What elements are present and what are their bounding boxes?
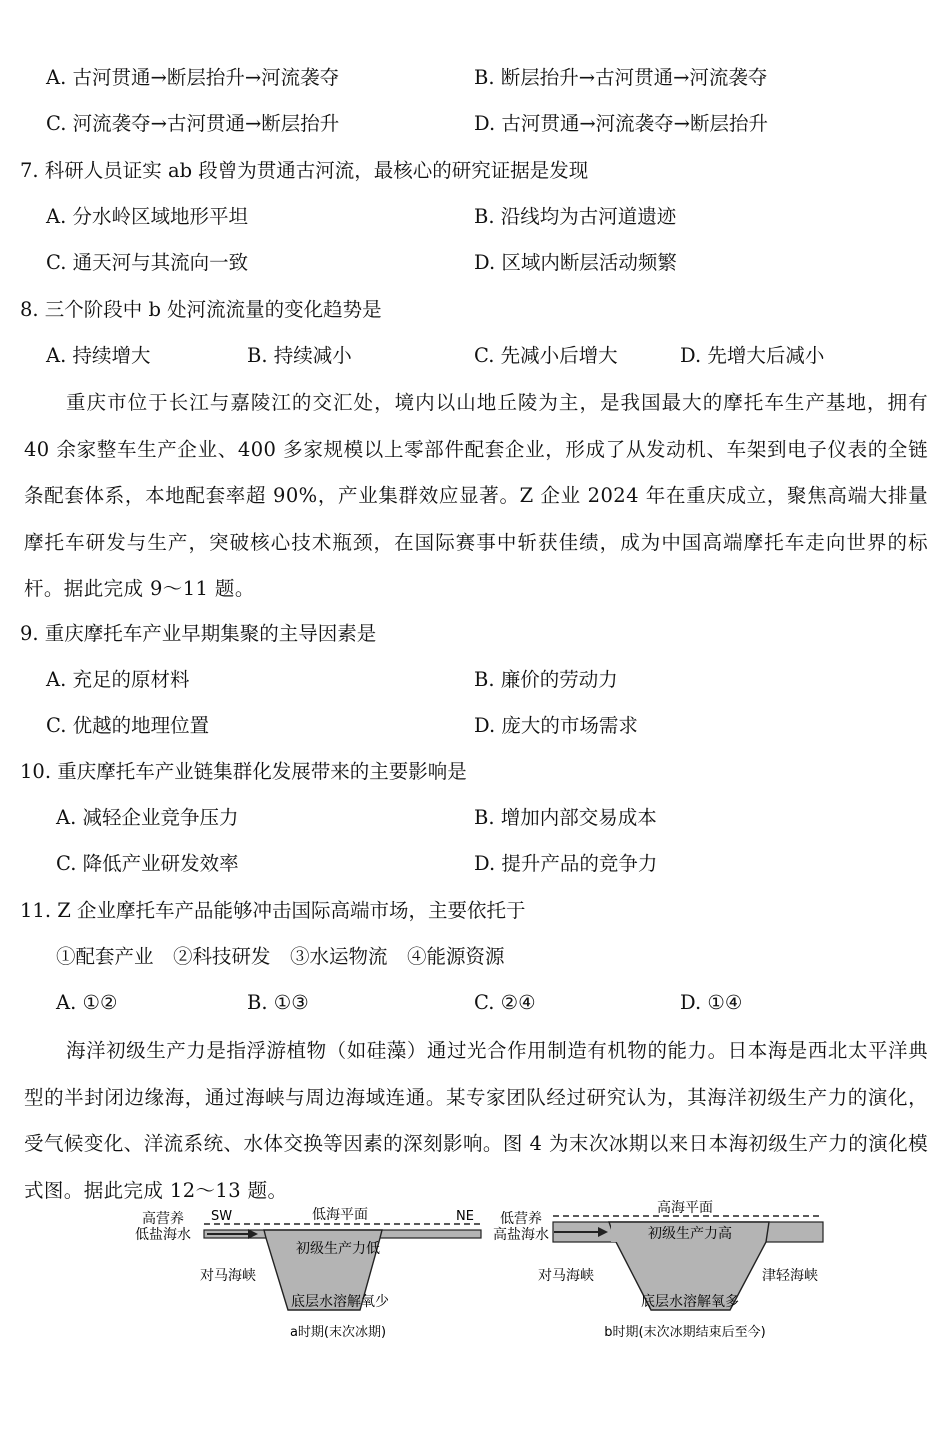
q9-option-b[interactable]: B. 廉价的劳动力 bbox=[474, 668, 618, 691]
q7-stem: 7. 科研人员证实 ab 段曾为贯通古河流，最核心的研究证据是发现 bbox=[20, 159, 589, 182]
q10-stem: 10. 重庆摩托车产业链集群化发展带来的主要影响是 bbox=[20, 760, 467, 783]
panel-a-sw-label: SW bbox=[211, 1209, 233, 1224]
panel-a-inflow-label-1: 高营养 bbox=[142, 1211, 184, 1227]
q6-option-d[interactable]: D. 古河贯通→河流袭夺→断层抬升 bbox=[474, 112, 769, 135]
q11-option-c[interactable]: C. ②④ bbox=[474, 991, 536, 1014]
q11-option-d[interactable]: D. ①④ bbox=[680, 991, 743, 1014]
panel-b-caption: b时期(末次冰期结束后至今) bbox=[604, 1325, 766, 1340]
q7-option-d[interactable]: D. 区域内断层活动频繁 bbox=[474, 251, 677, 274]
panel-a-basin-top bbox=[267, 1231, 377, 1238]
panel-a-strait-label: 对马海峡 bbox=[200, 1268, 256, 1284]
panel-a-sea-level-label: 低海平面 bbox=[312, 1207, 368, 1223]
passage-japan-sea-text: 海洋初级生产力是指浮游植物（如硅藻）通过光合作用制造有机物的能力。日本海是西北太平洋典型的半封闭边缘海，通过海峡与周边海域连通。某专家团队经过研究认为，其海洋初级生产力的演化，受气候变化、洋流系统、水体交换等因素的深刻影响。图 4 为末次冰期以来日本海初级生产力的演化模式图。据此完成 12～13 题。 bbox=[24, 1039, 928, 1202]
q7-option-b[interactable]: B. 沿线均为古河道遗迹 bbox=[474, 205, 677, 228]
q11-option-b[interactable]: B. ①③ bbox=[247, 991, 309, 1014]
panel-a-inflow-label-2: 低盐海水 bbox=[135, 1227, 191, 1243]
q8-option-d[interactable]: D. 先增大后减小 bbox=[680, 344, 825, 367]
q8-option-b[interactable]: B. 持续减小 bbox=[247, 344, 352, 367]
q6-option-c[interactable]: C. 河流袭夺→古河贯通→断层抬升 bbox=[46, 112, 340, 135]
panel-b-sea-level-label: 高海平面 bbox=[657, 1200, 713, 1216]
panel-a-oxygen-label: 底层水溶解氧少 bbox=[291, 1294, 389, 1310]
q8-option-a[interactable]: A. 持续增大 bbox=[46, 344, 151, 367]
figure-4-japan-sea-model bbox=[0, 1200, 950, 1350]
panel-b-productivity-label: 初级生产力高 bbox=[648, 1226, 732, 1242]
panel-a-productivity-label: 初级生产力低 bbox=[296, 1241, 380, 1257]
q6-option-a[interactable]: A. 古河贯通→断层抬升→河流袭夺 bbox=[46, 66, 340, 89]
q10-option-d[interactable]: D. 提升产品的竞争力 bbox=[474, 852, 658, 875]
q7-option-a[interactable]: A. 分水岭区域地形平坦 bbox=[46, 205, 248, 228]
panel-a bbox=[135, 1207, 481, 1340]
q11-items: ①配套产业 ②科技研发 ③水运物流 ④能源资源 bbox=[56, 945, 505, 968]
panel-b bbox=[493, 1200, 823, 1340]
panel-b-strait-left-label: 对马海峡 bbox=[538, 1268, 594, 1284]
q11-option-a[interactable]: A. ①② bbox=[56, 991, 118, 1014]
panel-b-oxygen-label: 底层水溶解氧多 bbox=[641, 1294, 739, 1310]
panel-b-strait-right-label: 津轻海峡 bbox=[762, 1268, 818, 1284]
q10-option-a[interactable]: A. 减轻企业竞争压力 bbox=[56, 806, 239, 829]
panel-b-inflow-label-1: 低营养 bbox=[500, 1211, 542, 1227]
q9-option-c[interactable]: C. 优越的地理位置 bbox=[46, 714, 210, 737]
q11-stem: 11. Z 企业摩托车产品能够冲击国际高端市场，主要依托于 bbox=[20, 899, 526, 922]
passage-chongqing-text: 重庆市位于长江与嘉陵江的交汇处，境内以山地丘陵为主，是我国最大的摩托车生产基地，拥有 40 余家整车生产企业、400 多家规模以上零部件配套企业，形成了从发动机、车架到电子仪表的全链条配套体系，本地配套率超 90%，产业集群效应显著。Z 企业 2024 年在重庆成立，聚焦高端大排量摩托车研发与生产，突破核心技术瓶颈，在国际赛事中斩获佳绩，成为中国高端摩托车走向世界的标杆。据此完成 9～11 题。 bbox=[24, 391, 928, 600]
panel-a-caption: a时期(末次冰期) bbox=[289, 1325, 387, 1340]
q9-stem: 9. 重庆摩托车产业早期集聚的主导因素是 bbox=[20, 622, 377, 645]
q10-option-b[interactable]: B. 增加内部交易成本 bbox=[474, 806, 657, 829]
q8-option-c[interactable]: C. 先减小后增大 bbox=[474, 344, 618, 367]
q9-option-d[interactable]: D. 庞大的市场需求 bbox=[474, 714, 638, 737]
q10-option-c[interactable]: C. 降低产业研发效率 bbox=[56, 852, 239, 875]
q7-option-c[interactable]: C. 通天河与其流向一致 bbox=[46, 251, 249, 274]
q8-stem: 8. 三个阶段中 b 处河流流量的变化趋势是 bbox=[20, 298, 382, 321]
panel-a-ne-label: NE bbox=[456, 1209, 474, 1224]
passage-chongqing bbox=[24, 380, 928, 613]
panel-b-inflow-label-2: 高盐海水 bbox=[493, 1227, 549, 1243]
passage-japan-sea bbox=[24, 1028, 928, 1214]
q9-option-a[interactable]: A. 充足的原材料 bbox=[46, 668, 190, 691]
q6-option-b[interactable]: B. 断层抬升→古河贯通→河流袭夺 bbox=[474, 66, 768, 89]
